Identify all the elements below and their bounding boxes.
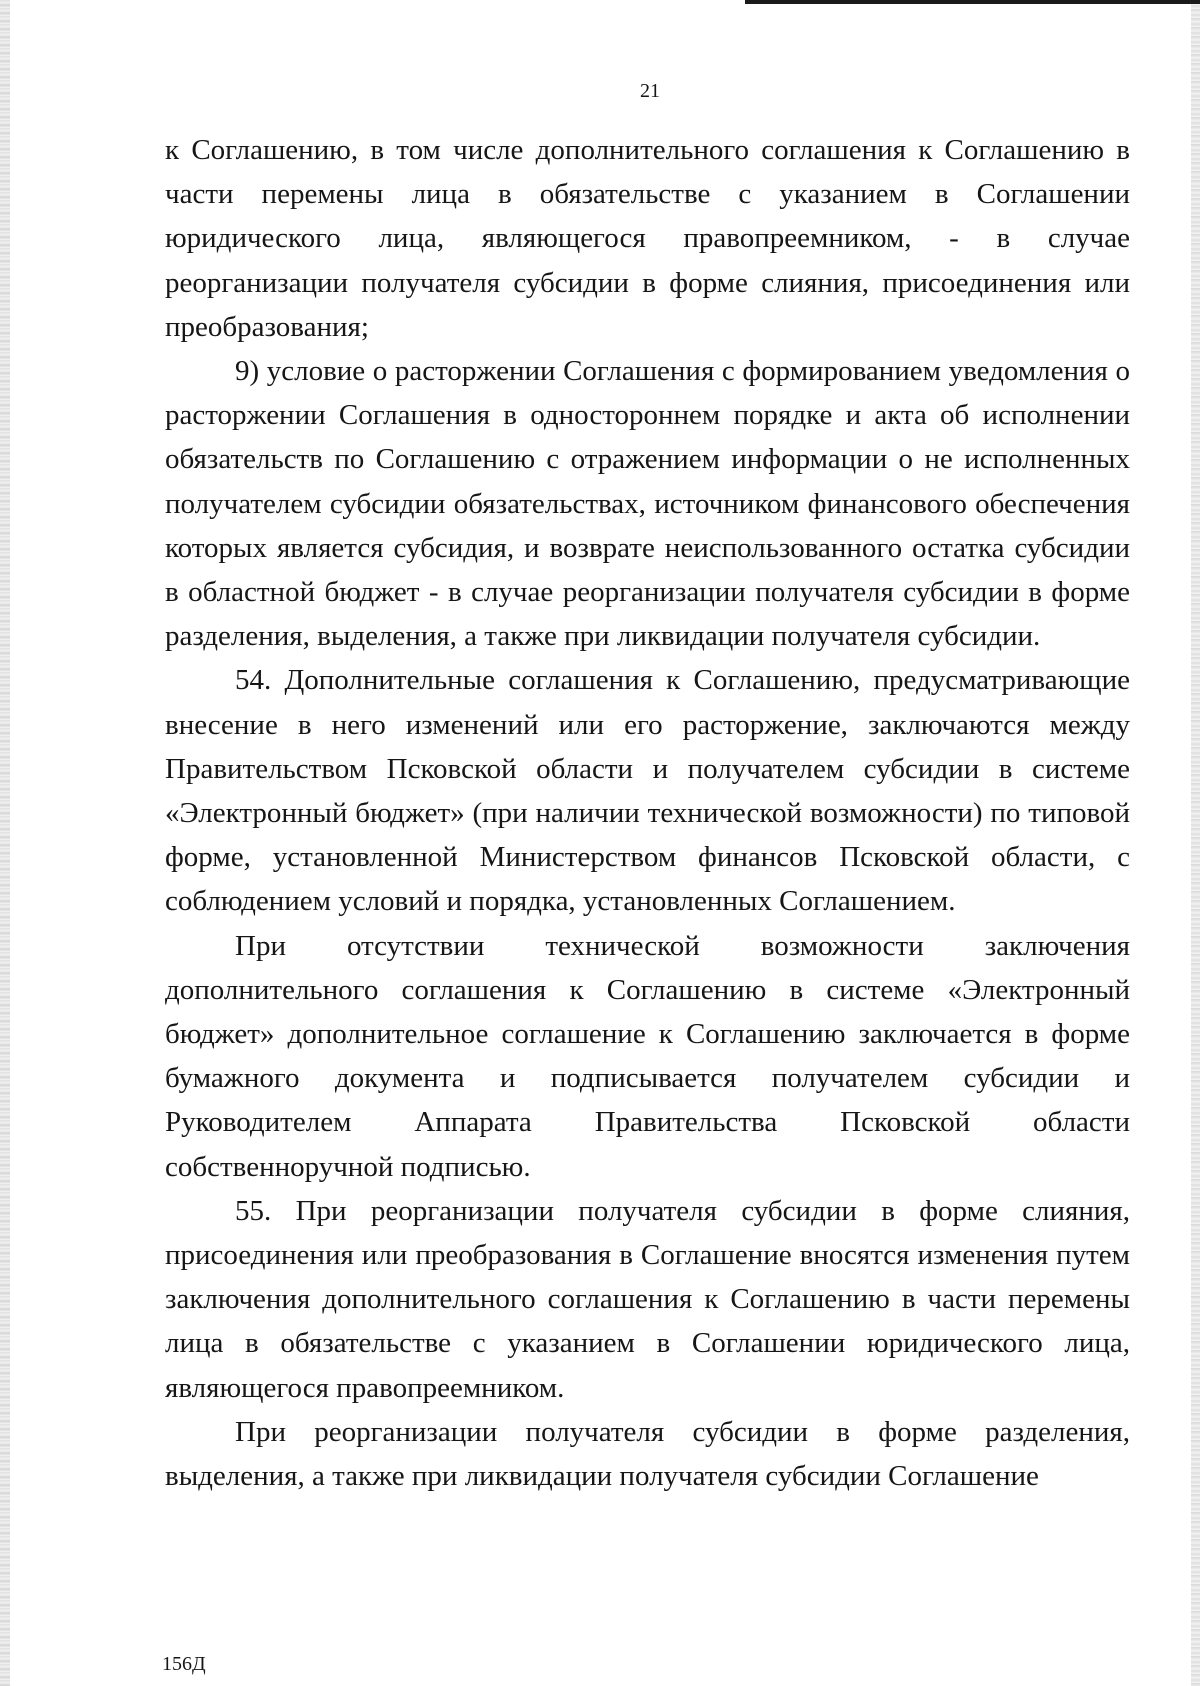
paragraph-clause-54: 54. Дополнительные соглашения к Соглашению, предусматривающие внесение в него изменений или его расторжение, заключаются между Правительством Псковской области и получателем субсидии в системе «Электронный бюджет» (при наличии технической возможности) по типовой форме, установленной Министерством финансов Псковской области, с соблюдением условий и порядка, установленных Соглашением.	[165, 664, 1130, 918]
paragraph-item-9: 9) условие о расторжении Соглашения с формированием уведомления о расторжении Соглашения в одностороннем порядке и акта об исполнении обязательств по Соглашению с отражением информации о не исполненных получателем субсидии обязательствах, источником финансового обеспечения которых является субсидия, и возврате неиспользованного остатка субсидии в областной бюджет - в случае реорганизации получателя субсидии в форме разделения, выделения, а также при ликвидации получателя субсидии.	[165, 355, 1130, 653]
paragraph-continuation: к Соглашению, в том числе дополнительного соглашения к Соглашению в части перемены лица в обязательстве с указанием в Соглашении юридического лица, являющегося правопреемником, - в случае реорганизации получателя субсидии в форме слияния, присоединения или преобразования;	[165, 134, 1130, 343]
scan-edge-right	[1191, 0, 1200, 1686]
top-border-line	[745, 0, 1200, 4]
page-number: 21	[640, 80, 660, 102]
scan-edge-left	[0, 0, 10, 1686]
document-body	[165, 128, 1130, 1498]
paragraph-clause-55: 55. При реорганизации получателя субсидии в форме слияния, присоединения или преобразования в Соглашение вносятся изменения путем заключения дополнительного соглашения к Соглашению в части перемены лица в обязательстве с указанием в Соглашении юридического лица, являющегося правопреемником.	[165, 1194, 1130, 1404]
paragraph-reorganization-division: При реорганизации получателя субсидии в форме разделения, выделения, а также при ликвидации получателя субсидии Соглашение	[165, 1415, 1130, 1493]
paragraph-no-technical-possibility: При отсутствии технической возможности заключения дополнительного соглашения к Соглашению в системе «Электронный бюджет» дополнительное соглашение к Соглашению заключается в форме бумажного документа и подписывается получателем субсидии и Руководителем Аппарата Правительства Псковской области собственноручной подписью.	[165, 929, 1130, 1183]
document-code: 156Д	[162, 1653, 206, 1675]
